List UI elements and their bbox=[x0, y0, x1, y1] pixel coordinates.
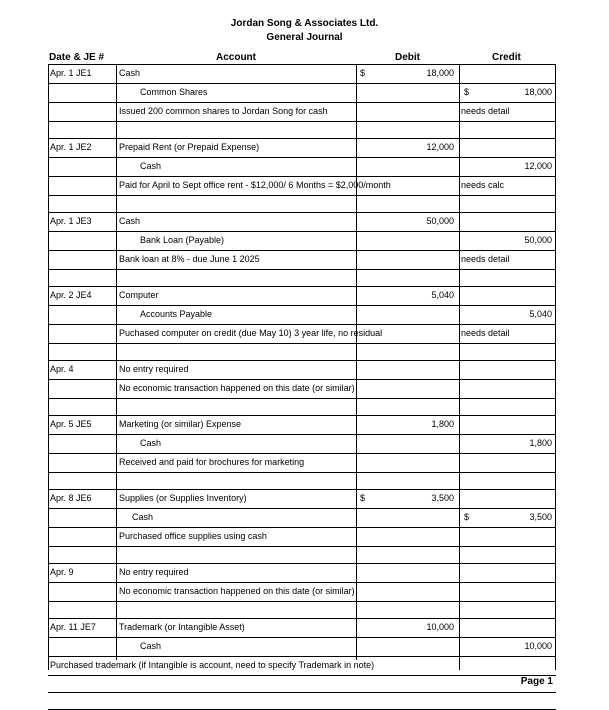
debit-account: Computer bbox=[119, 290, 159, 300]
entry-date: Apr. 1 JE3 bbox=[50, 216, 92, 226]
table-row bbox=[48, 251, 556, 270]
entry-memo: Purchased trademark (if Intangible is account, need to specify Trademark in note) bbox=[50, 660, 375, 670]
header-date: Date & JE # bbox=[49, 52, 105, 63]
table-row bbox=[48, 287, 556, 306]
debit-account: Trademark (or Intangible Asset) bbox=[119, 622, 245, 632]
debit-account: Supplies (or Supplies Inventory) bbox=[119, 493, 247, 503]
table-row bbox=[48, 528, 556, 547]
header-account: Account bbox=[216, 52, 256, 63]
spacer-row bbox=[48, 602, 556, 619]
spacer-row bbox=[48, 196, 556, 213]
entry-memo: Puchased computer on credit (due May 10) 3 year life, no residual bbox=[119, 328, 383, 338]
debit-amount: 3,500 bbox=[431, 493, 454, 503]
table-row bbox=[48, 177, 556, 196]
table-row bbox=[48, 454, 556, 473]
table-row bbox=[48, 490, 556, 509]
table-row bbox=[48, 232, 556, 251]
entry-date: Apr. 1 JE1 bbox=[50, 68, 92, 78]
credit-amount: 18,000 bbox=[524, 87, 552, 97]
entry-date: Apr. 4 bbox=[50, 364, 74, 374]
credit-account: Cash bbox=[140, 161, 162, 171]
spacer-row bbox=[48, 693, 556, 710]
table-row bbox=[48, 564, 556, 583]
debit-account: Cash bbox=[119, 68, 141, 78]
credit-account: Cash bbox=[140, 641, 162, 651]
table-row bbox=[48, 325, 556, 344]
credit-account: Accounts Payable bbox=[140, 309, 213, 319]
spacer-row bbox=[48, 344, 556, 361]
credit-amount: 10,000 bbox=[524, 641, 552, 651]
no-entry-memo: No economic transaction happened on this date (or similar) bbox=[119, 586, 355, 596]
spacer-row bbox=[48, 270, 556, 287]
table-row bbox=[48, 416, 556, 435]
credit-account: Cash bbox=[140, 438, 162, 448]
journal-table bbox=[48, 64, 556, 710]
entry-note: needs calc bbox=[461, 180, 505, 190]
debit-amount: 50,000 bbox=[426, 216, 454, 226]
spacer-row bbox=[48, 473, 556, 490]
table-row bbox=[48, 638, 556, 657]
credit-amount: 1,800 bbox=[529, 438, 552, 448]
debit-amount: 12,000 bbox=[426, 142, 454, 152]
entry-memo: Bank loan at 8% - due June 1 2025 bbox=[119, 254, 260, 264]
table-row bbox=[48, 509, 556, 528]
spacer-row bbox=[48, 399, 556, 416]
table-row bbox=[48, 64, 556, 84]
credit-currency: $ bbox=[464, 87, 470, 97]
debit-amount: 18,000 bbox=[426, 68, 454, 78]
page-number: Page 1 bbox=[520, 676, 553, 687]
no-entry-label: No entry required bbox=[119, 364, 189, 374]
table-row bbox=[48, 361, 556, 380]
debit-account: Marketing (or similar) Expense bbox=[119, 419, 242, 429]
spacer-row bbox=[48, 122, 556, 139]
entry-memo: Received and paid for brochures for marketing bbox=[119, 457, 305, 467]
journal-title: General Journal bbox=[266, 32, 343, 43]
entry-memo: Issued 200 common shares to Jordan Song for cash bbox=[119, 106, 328, 116]
spacer-row bbox=[48, 547, 556, 564]
credit-account: Bank Loan (Payable) bbox=[140, 235, 225, 245]
credit-amount: 5,040 bbox=[529, 309, 552, 319]
debit-currency: $ bbox=[360, 493, 366, 503]
debit-amount: 1,800 bbox=[431, 419, 454, 429]
table-row bbox=[48, 158, 556, 177]
credit-amount: 3,500 bbox=[529, 512, 552, 522]
table-row bbox=[48, 657, 556, 676]
entry-memo: Purchased office supplies using cash bbox=[119, 531, 267, 541]
entry-date: Apr. 9 bbox=[50, 567, 74, 577]
entry-date: Apr. 2 JE4 bbox=[50, 290, 92, 300]
entry-memo: Paid for April to Sept office rent - $12,000/ 6 Months = $2,000/month bbox=[119, 180, 391, 190]
no-entry-memo: No economic transaction happened on this date (or similar) bbox=[119, 383, 355, 393]
debit-amount: 10,000 bbox=[426, 622, 454, 632]
table-row bbox=[48, 380, 556, 399]
debit-amount: 5,040 bbox=[431, 290, 454, 300]
table-row bbox=[48, 213, 556, 232]
header-credit: Credit bbox=[492, 52, 521, 63]
entry-note: needs detail bbox=[461, 328, 510, 338]
credit-amount: 12,000 bbox=[524, 161, 552, 171]
header-debit: Debit bbox=[395, 52, 420, 63]
entry-note: needs detail bbox=[461, 254, 510, 264]
table-row bbox=[48, 583, 556, 602]
entry-date: Apr. 5 JE5 bbox=[50, 419, 92, 429]
table-row bbox=[48, 103, 556, 122]
entry-date: Apr. 11 JE7 bbox=[50, 622, 96, 632]
credit-amount: 50,000 bbox=[524, 235, 552, 245]
debit-account: Prepaid Rent (or Prepaid Expense) bbox=[119, 142, 260, 152]
table-row bbox=[48, 619, 556, 638]
credit-currency: $ bbox=[464, 512, 470, 522]
table-row bbox=[48, 306, 556, 325]
entry-note: needs detail bbox=[461, 106, 510, 116]
credit-account: Common Shares bbox=[140, 87, 208, 97]
spacer-row bbox=[48, 676, 556, 693]
table-row bbox=[48, 435, 556, 454]
credit-account: Cash bbox=[132, 512, 154, 522]
table-row bbox=[48, 139, 556, 158]
no-entry-label: No entry required bbox=[119, 567, 189, 577]
debit-account: Cash bbox=[119, 216, 141, 226]
debit-currency: $ bbox=[360, 68, 366, 78]
company-title: Jordan Song & Associates Ltd. bbox=[230, 18, 379, 29]
entry-date: Apr. 1 JE2 bbox=[50, 142, 92, 152]
table-row bbox=[48, 84, 556, 103]
entry-date: Apr. 8 JE6 bbox=[50, 493, 92, 503]
